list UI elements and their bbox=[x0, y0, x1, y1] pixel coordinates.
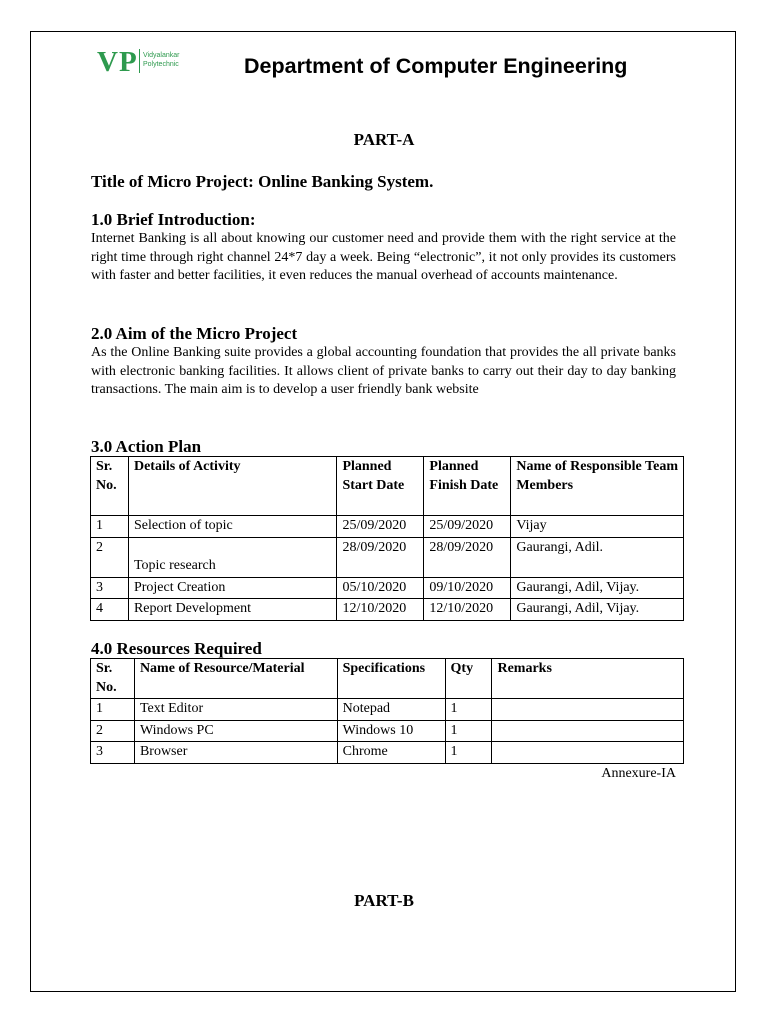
department-title: Department of Computer Engineering bbox=[244, 54, 628, 78]
table-cell: 3 bbox=[91, 742, 135, 764]
action-plan-heading: 3.0 Action Plan bbox=[91, 437, 202, 456]
table-row bbox=[91, 599, 684, 621]
table-cell: 1 bbox=[445, 699, 492, 721]
table-cell: 4 bbox=[91, 599, 129, 621]
table-header-row bbox=[91, 659, 684, 699]
table-cell: 25/09/2020 bbox=[424, 516, 511, 538]
table-cell: 2 bbox=[91, 537, 129, 577]
table-cell: Project Creation bbox=[128, 577, 336, 599]
table-cell: 1 bbox=[445, 720, 492, 742]
table-cell: 05/10/2020 bbox=[337, 577, 424, 599]
table-cell: Topic research bbox=[128, 537, 336, 577]
table-cell: 09/10/2020 bbox=[424, 577, 511, 599]
logo-divider bbox=[139, 49, 140, 73]
table-cell: Gaurangi, Adil, Vijay. bbox=[511, 577, 684, 599]
intro-heading: 1.0 Brief Introduction: bbox=[91, 210, 256, 229]
header-cell: Name of Resource/Material bbox=[134, 659, 337, 699]
header-cell: Specifications bbox=[337, 659, 445, 699]
table-cell: Gaurangi, Adil, Vijay. bbox=[511, 599, 684, 621]
table-cell: Text Editor bbox=[134, 699, 337, 721]
table-cell: 25/09/2020 bbox=[337, 516, 424, 538]
header-cell: Sr. No. bbox=[91, 659, 135, 699]
table-cell: 1 bbox=[91, 699, 135, 721]
resources-heading: 4.0 Resources Required bbox=[91, 639, 262, 658]
header-cell: Qty bbox=[445, 659, 492, 699]
table-cell: 12/10/2020 bbox=[424, 599, 511, 621]
table-cell bbox=[492, 699, 684, 721]
table-cell: 3 bbox=[91, 577, 129, 599]
logo-letters: VP bbox=[97, 46, 138, 78]
intro-text: Internet Banking is all about knowing our customer need and provide them with the right service at the right time through right channel 24*7 day a week. Being “electronic”, it not only provides its customers with faster and better facilities, it even reduces the manual overhead of accounts maintenance. bbox=[91, 231, 676, 283]
resources-table bbox=[90, 658, 684, 764]
annexure-label: Annexure-IA bbox=[601, 766, 676, 781]
table-cell: Selection of topic bbox=[128, 516, 336, 538]
table-cell: Windows PC bbox=[134, 720, 337, 742]
header-cell: Sr. No. bbox=[91, 457, 129, 516]
table-cell: Notepad bbox=[337, 699, 445, 721]
table-cell: Report Development bbox=[128, 599, 336, 621]
table-cell: 1 bbox=[91, 516, 129, 538]
part-b-heading: PART-B bbox=[354, 891, 414, 910]
header-cell: Name of Responsible Team Members bbox=[511, 457, 684, 516]
table-cell: Chrome bbox=[337, 742, 445, 764]
table-header-row bbox=[91, 457, 684, 516]
table-cell bbox=[492, 742, 684, 764]
table-cell: Gaurangi, Adil. bbox=[511, 537, 684, 577]
header-cell: Planned Finish Date bbox=[424, 457, 511, 516]
action-plan-table bbox=[90, 456, 684, 621]
header-cell: Details of Activity bbox=[128, 457, 336, 516]
table-row bbox=[91, 699, 684, 721]
table-row bbox=[91, 537, 684, 577]
part-a-heading: PART-A bbox=[353, 130, 415, 149]
table-cell: 28/09/2020 bbox=[337, 537, 424, 577]
table-cell: 1 bbox=[445, 742, 492, 764]
project-title: Title of Micro Project: Online Banking System. bbox=[91, 172, 434, 191]
table-row bbox=[91, 516, 684, 538]
aim-heading: 2.0 Aim of the Micro Project bbox=[91, 324, 298, 343]
table-row bbox=[91, 720, 684, 742]
table-cell: Vijay bbox=[511, 516, 684, 538]
table-cell: 12/10/2020 bbox=[337, 599, 424, 621]
institute-logo bbox=[97, 46, 187, 78]
table-row bbox=[91, 742, 684, 764]
table-row bbox=[91, 577, 684, 599]
table-cell: Windows 10 bbox=[337, 720, 445, 742]
table-cell bbox=[492, 720, 684, 742]
table-cell: Browser bbox=[134, 742, 337, 764]
table-cell: 2 bbox=[91, 720, 135, 742]
header-cell: Remarks bbox=[492, 659, 684, 699]
table-cell: 28/09/2020 bbox=[424, 537, 511, 577]
header-cell: Planned Start Date bbox=[337, 457, 424, 516]
aim-text: As the Online Banking suite provides a global accounting foundation that provides the all private banks with electronic banking facilities. It allows client of private banks to carry out their day to day banking transactions. The main aim is to develop a user friendly bank website bbox=[91, 345, 676, 397]
logo-text: Vidyalankar Polytechnic bbox=[143, 52, 180, 68]
